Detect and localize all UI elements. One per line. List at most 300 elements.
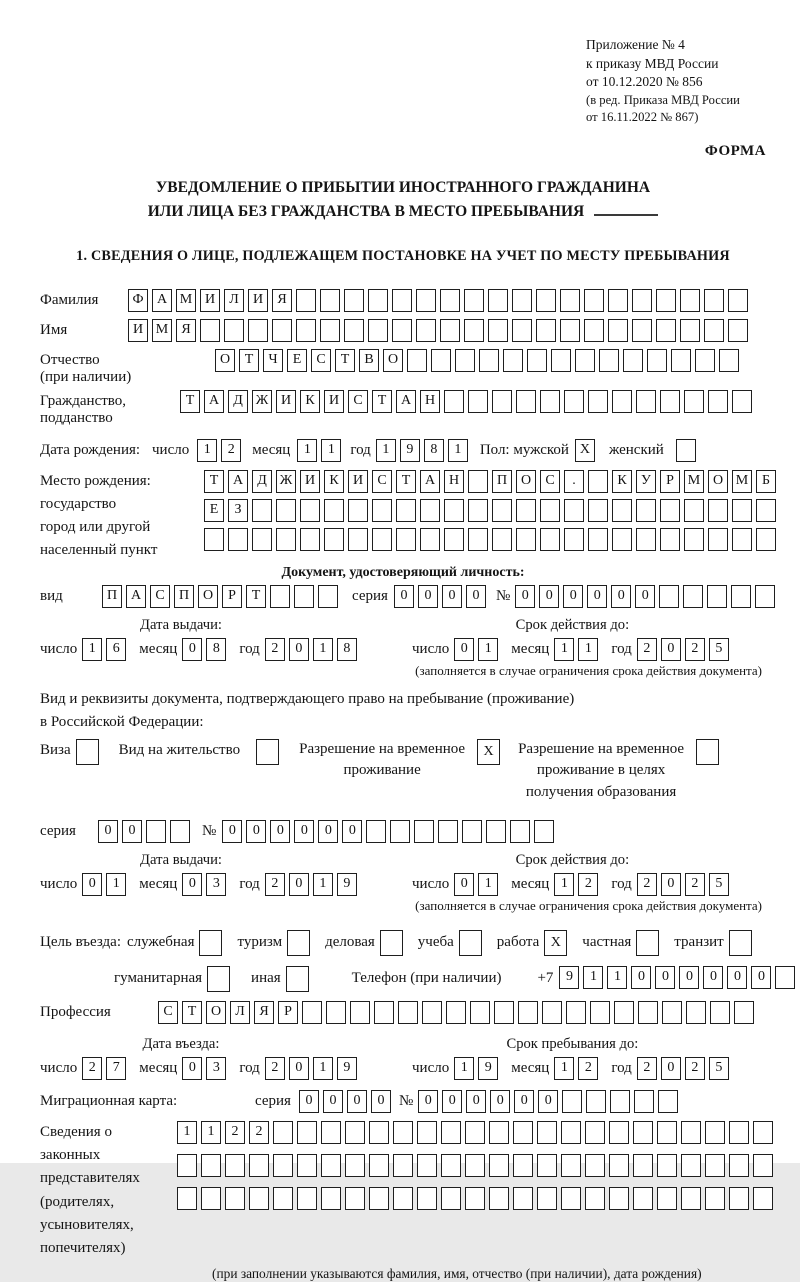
migration-number-boxes[interactable] [418, 1090, 682, 1113]
firstname-boxes[interactable] [128, 319, 752, 342]
char-cell[interactable]: Т [180, 390, 200, 413]
char-cell[interactable]: М [176, 289, 196, 312]
char-cell[interactable]: 0 [631, 966, 651, 989]
char-cell[interactable]: Т [239, 349, 259, 372]
char-cell[interactable]: 9 [400, 439, 420, 462]
char-cell[interactable] [177, 1187, 197, 1210]
profession-boxes[interactable] [158, 1001, 758, 1024]
char-cell[interactable]: 0 [82, 873, 102, 896]
char-cell[interactable] [369, 1187, 389, 1210]
char-cell[interactable] [300, 528, 320, 551]
char-cell[interactable] [417, 1154, 437, 1177]
char-cell[interactable] [396, 528, 416, 551]
char-cell[interactable]: 1 [376, 439, 396, 462]
char-cell[interactable] [492, 390, 512, 413]
char-cell[interactable]: И [300, 470, 320, 493]
residence-permit-checkbox[interactable] [256, 739, 283, 765]
char-cell[interactable] [270, 585, 290, 608]
char-cell[interactable] [464, 319, 484, 342]
char-cell[interactable] [320, 319, 340, 342]
char-cell[interactable]: 2 [578, 1057, 598, 1080]
char-cell[interactable]: П [174, 585, 194, 608]
char-cell[interactable] [479, 349, 499, 372]
char-cell[interactable] [551, 349, 571, 372]
char-cell[interactable] [560, 289, 580, 312]
char-cell[interactable]: У [636, 470, 656, 493]
char-cell[interactable] [540, 499, 560, 522]
char-cell[interactable] [416, 319, 436, 342]
char-cell[interactable]: И [324, 390, 344, 413]
char-cell[interactable]: Т [335, 349, 355, 372]
char-cell[interactable]: К [324, 470, 344, 493]
char-cell[interactable] [368, 319, 388, 342]
char-cell[interactable]: М [732, 470, 752, 493]
male-checkbox[interactable] [575, 439, 599, 462]
char-cell[interactable] [459, 930, 482, 956]
char-cell[interactable] [753, 1121, 773, 1144]
char-cell[interactable]: Н [420, 390, 440, 413]
char-cell[interactable]: Д [252, 470, 272, 493]
char-cell[interactable]: 0 [539, 585, 559, 608]
char-cell[interactable]: 0 [289, 873, 309, 896]
char-cell[interactable] [252, 528, 272, 551]
char-cell[interactable]: 0 [703, 966, 723, 989]
char-cell[interactable] [513, 1121, 533, 1144]
char-cell[interactable] [660, 499, 680, 522]
char-cell[interactable] [224, 319, 244, 342]
char-cell[interactable] [398, 1001, 418, 1024]
identity-issue-year[interactable] [265, 638, 361, 661]
char-cell[interactable]: П [102, 585, 122, 608]
char-cell[interactable] [659, 585, 679, 608]
char-cell[interactable] [441, 1121, 461, 1144]
char-cell[interactable]: 5 [709, 873, 729, 896]
char-cell[interactable]: 0 [727, 966, 747, 989]
purpose-business-checkbox[interactable] [380, 930, 407, 956]
char-cell[interactable]: Л [224, 289, 244, 312]
char-cell[interactable] [560, 319, 580, 342]
birth-month-boxes[interactable] [297, 439, 345, 462]
char-cell[interactable] [633, 1187, 653, 1210]
char-cell[interactable]: 5 [709, 1057, 729, 1080]
char-cell[interactable] [634, 1090, 654, 1113]
char-cell[interactable]: 6 [106, 638, 126, 661]
char-cell[interactable] [561, 1187, 581, 1210]
char-cell[interactable]: 1 [297, 439, 317, 462]
char-cell[interactable]: Т [204, 470, 224, 493]
char-cell[interactable] [586, 1090, 606, 1113]
char-cell[interactable] [632, 289, 652, 312]
char-cell[interactable]: 1 [454, 1057, 474, 1080]
char-cell[interactable] [76, 739, 99, 765]
char-cell[interactable] [609, 1121, 629, 1144]
char-cell[interactable]: 1 [578, 638, 598, 661]
identity-number-boxes[interactable] [515, 585, 779, 608]
char-cell[interactable] [710, 1001, 730, 1024]
birth-place-row-3[interactable] [204, 528, 780, 551]
char-cell[interactable] [417, 1187, 437, 1210]
char-cell[interactable] [201, 1154, 221, 1177]
char-cell[interactable] [204, 528, 224, 551]
char-cell[interactable]: 1 [313, 1057, 333, 1080]
char-cell[interactable] [732, 390, 752, 413]
char-cell[interactable]: 0 [661, 638, 681, 661]
char-cell[interactable]: Р [278, 1001, 298, 1024]
char-cell[interactable] [489, 1121, 509, 1144]
char-cell[interactable] [302, 1001, 322, 1024]
char-cell[interactable] [297, 1121, 317, 1144]
char-cell[interactable] [350, 1001, 370, 1024]
char-cell[interactable]: А [126, 585, 146, 608]
char-cell[interactable]: 0 [655, 966, 675, 989]
char-cell[interactable] [719, 349, 739, 372]
char-cell[interactable] [276, 528, 296, 551]
char-cell[interactable]: 0 [538, 1090, 558, 1113]
char-cell[interactable]: 2 [578, 873, 598, 896]
char-cell[interactable]: П [492, 470, 512, 493]
char-cell[interactable] [321, 1187, 341, 1210]
char-cell[interactable]: 0 [490, 1090, 510, 1113]
char-cell[interactable]: 8 [337, 638, 357, 661]
char-cell[interactable] [392, 319, 412, 342]
char-cell[interactable]: 0 [679, 966, 699, 989]
phone-boxes[interactable] [559, 966, 799, 989]
char-cell[interactable] [455, 349, 475, 372]
birth-place-row-1[interactable] [204, 470, 780, 493]
char-cell[interactable]: Я [176, 319, 196, 342]
stay-until-year[interactable] [637, 1057, 733, 1080]
char-cell[interactable]: 0 [289, 638, 309, 661]
char-cell[interactable] [564, 499, 584, 522]
char-cell[interactable]: 0 [294, 820, 314, 843]
char-cell[interactable]: 0 [418, 1090, 438, 1113]
char-cell[interactable]: 0 [182, 1057, 202, 1080]
char-cell[interactable] [633, 1154, 653, 1177]
char-cell[interactable] [417, 1121, 437, 1144]
char-cell[interactable] [494, 1001, 514, 1024]
char-cell[interactable]: 0 [299, 1090, 319, 1113]
char-cell[interactable]: М [684, 470, 704, 493]
char-cell[interactable]: 0 [563, 585, 583, 608]
char-cell[interactable]: 1 [82, 638, 102, 661]
char-cell[interactable] [468, 470, 488, 493]
char-cell[interactable] [393, 1187, 413, 1210]
char-cell[interactable]: 2 [637, 638, 657, 661]
char-cell[interactable] [632, 319, 652, 342]
char-cell[interactable] [324, 528, 344, 551]
char-cell[interactable]: Ж [276, 470, 296, 493]
char-cell[interactable] [584, 289, 604, 312]
patronymic-boxes[interactable] [215, 349, 743, 372]
char-cell[interactable] [297, 1154, 317, 1177]
char-cell[interactable] [695, 349, 715, 372]
char-cell[interactable] [636, 390, 656, 413]
identity-valid-year[interactable] [637, 638, 733, 661]
char-cell[interactable]: 5 [709, 638, 729, 661]
char-cell[interactable] [372, 528, 392, 551]
birth-place-row-2[interactable] [204, 499, 780, 522]
char-cell[interactable] [636, 528, 656, 551]
char-cell[interactable] [527, 349, 547, 372]
char-cell[interactable] [321, 1121, 341, 1144]
char-cell[interactable] [684, 499, 704, 522]
char-cell[interactable]: 0 [246, 820, 266, 843]
char-cell[interactable] [510, 820, 530, 843]
char-cell[interactable] [681, 1154, 701, 1177]
char-cell[interactable] [564, 528, 584, 551]
char-cell[interactable] [612, 528, 632, 551]
char-cell[interactable] [633, 1121, 653, 1144]
char-cell[interactable]: 0 [454, 638, 474, 661]
char-cell[interactable] [684, 390, 704, 413]
char-cell[interactable] [225, 1154, 245, 1177]
char-cell[interactable]: 2 [265, 638, 285, 661]
char-cell[interactable]: 0 [466, 585, 486, 608]
char-cell[interactable]: С [311, 349, 331, 372]
char-cell[interactable] [296, 289, 316, 312]
char-cell[interactable]: И [348, 470, 368, 493]
identity-valid-month[interactable] [554, 638, 602, 661]
char-cell[interactable]: 0 [515, 585, 535, 608]
char-cell[interactable]: Л [230, 1001, 250, 1024]
char-cell[interactable] [732, 528, 752, 551]
char-cell[interactable]: 0 [635, 585, 655, 608]
char-cell[interactable] [170, 820, 190, 843]
char-cell[interactable] [708, 390, 728, 413]
char-cell[interactable] [392, 289, 412, 312]
char-cell[interactable] [676, 439, 696, 462]
char-cell[interactable] [660, 528, 680, 551]
edu-residence-checkbox[interactable] [696, 739, 723, 765]
char-cell[interactable] [492, 528, 512, 551]
birth-day-boxes[interactable] [197, 439, 245, 462]
char-cell[interactable]: 0 [466, 1090, 486, 1113]
char-cell[interactable]: 0 [347, 1090, 367, 1113]
char-cell[interactable] [512, 319, 532, 342]
char-cell[interactable]: И [128, 319, 148, 342]
char-cell[interactable] [707, 585, 727, 608]
char-cell[interactable] [708, 528, 728, 551]
purpose-transit-checkbox[interactable] [729, 930, 756, 956]
char-cell[interactable] [200, 319, 220, 342]
char-cell[interactable]: К [612, 470, 632, 493]
char-cell[interactable] [704, 289, 724, 312]
char-cell[interactable]: 1 [321, 439, 341, 462]
char-cell[interactable] [536, 319, 556, 342]
char-cell[interactable] [286, 966, 309, 992]
char-cell[interactable] [584, 319, 604, 342]
char-cell[interactable] [537, 1121, 557, 1144]
char-cell[interactable]: Я [254, 1001, 274, 1024]
char-cell[interactable]: А [228, 470, 248, 493]
char-cell[interactable] [468, 499, 488, 522]
identity-issue-day[interactable] [82, 638, 130, 661]
char-cell[interactable]: X [477, 739, 500, 765]
char-cell[interactable]: А [152, 289, 172, 312]
char-cell[interactable]: 0 [182, 638, 202, 661]
char-cell[interactable] [755, 585, 775, 608]
char-cell[interactable] [486, 820, 506, 843]
char-cell[interactable] [273, 1121, 293, 1144]
stay-issue-day[interactable] [82, 873, 130, 896]
char-cell[interactable] [252, 499, 272, 522]
char-cell[interactable]: 0 [611, 585, 631, 608]
char-cell[interactable]: 0 [454, 873, 474, 896]
char-cell[interactable]: Д [228, 390, 248, 413]
char-cell[interactable] [344, 289, 364, 312]
char-cell[interactable] [657, 1187, 677, 1210]
purpose-private-checkbox[interactable] [636, 930, 663, 956]
char-cell[interactable] [489, 1154, 509, 1177]
char-cell[interactable] [440, 319, 460, 342]
char-cell[interactable] [588, 470, 608, 493]
migration-series-boxes[interactable] [299, 1090, 395, 1113]
stay-until-month[interactable] [554, 1057, 602, 1080]
char-cell[interactable] [585, 1121, 605, 1144]
char-cell[interactable]: Ч [263, 349, 283, 372]
char-cell[interactable]: З [228, 499, 248, 522]
char-cell[interactable]: И [276, 390, 296, 413]
char-cell[interactable] [681, 1121, 701, 1144]
char-cell[interactable] [348, 528, 368, 551]
temp-residence-checkbox[interactable] [477, 739, 504, 765]
char-cell[interactable]: 0 [323, 1090, 343, 1113]
char-cell[interactable] [696, 739, 719, 765]
char-cell[interactable] [287, 930, 310, 956]
entry-month[interactable] [182, 1057, 230, 1080]
char-cell[interactable] [276, 499, 296, 522]
char-cell[interactable] [441, 1154, 461, 1177]
char-cell[interactable]: 1 [197, 439, 217, 462]
char-cell[interactable] [297, 1187, 317, 1210]
char-cell[interactable] [320, 289, 340, 312]
char-cell[interactable] [542, 1001, 562, 1024]
char-cell[interactable]: Р [222, 585, 242, 608]
char-cell[interactable] [407, 349, 427, 372]
legal-row-1[interactable] [177, 1121, 777, 1144]
char-cell[interactable] [516, 499, 536, 522]
char-cell[interactable] [440, 289, 460, 312]
char-cell[interactable] [465, 1154, 485, 1177]
char-cell[interactable] [732, 499, 752, 522]
char-cell[interactable] [465, 1121, 485, 1144]
char-cell[interactable] [444, 499, 464, 522]
identity-type-boxes[interactable] [102, 585, 342, 608]
char-cell[interactable] [207, 966, 230, 992]
purpose-other-checkbox[interactable] [286, 966, 313, 992]
char-cell[interactable] [636, 930, 659, 956]
char-cell[interactable] [612, 499, 632, 522]
char-cell[interactable]: 2 [637, 873, 657, 896]
char-cell[interactable] [380, 930, 403, 956]
char-cell[interactable] [294, 585, 314, 608]
char-cell[interactable] [614, 1001, 634, 1024]
char-cell[interactable] [420, 499, 440, 522]
char-cell[interactable] [705, 1154, 725, 1177]
char-cell[interactable]: Ж [252, 390, 272, 413]
char-cell[interactable] [561, 1154, 581, 1177]
char-cell[interactable]: К [300, 390, 320, 413]
char-cell[interactable]: А [420, 470, 440, 493]
char-cell[interactable] [512, 289, 532, 312]
char-cell[interactable]: И [200, 289, 220, 312]
char-cell[interactable]: И [248, 289, 268, 312]
char-cell[interactable] [728, 319, 748, 342]
char-cell[interactable] [562, 1090, 582, 1113]
purpose-study-checkbox[interactable] [459, 930, 486, 956]
char-cell[interactable]: 9 [337, 873, 357, 896]
char-cell[interactable] [296, 319, 316, 342]
char-cell[interactable] [657, 1154, 677, 1177]
char-cell[interactable] [326, 1001, 346, 1024]
char-cell[interactable]: О [383, 349, 403, 372]
identity-issue-month[interactable] [182, 638, 230, 661]
birth-year-boxes[interactable] [376, 439, 472, 462]
char-cell[interactable] [588, 499, 608, 522]
purpose-official-checkbox[interactable] [199, 930, 226, 956]
char-cell[interactable]: 0 [318, 820, 338, 843]
char-cell[interactable] [318, 585, 338, 608]
char-cell[interactable] [369, 1154, 389, 1177]
stay-series-boxes[interactable] [98, 820, 194, 843]
char-cell[interactable] [465, 1187, 485, 1210]
char-cell[interactable]: О [206, 1001, 226, 1024]
char-cell[interactable] [489, 1187, 509, 1210]
char-cell[interactable] [537, 1154, 557, 1177]
char-cell[interactable] [731, 585, 751, 608]
char-cell[interactable] [612, 390, 632, 413]
char-cell[interactable] [249, 1154, 269, 1177]
entry-day[interactable] [82, 1057, 130, 1080]
char-cell[interactable]: 1 [177, 1121, 197, 1144]
char-cell[interactable] [564, 390, 584, 413]
char-cell[interactable]: 1 [478, 638, 498, 661]
char-cell[interactable]: С [372, 470, 392, 493]
char-cell[interactable] [492, 499, 512, 522]
char-cell[interactable] [575, 349, 595, 372]
char-cell[interactable]: 2 [82, 1057, 102, 1080]
female-checkbox[interactable] [676, 439, 700, 462]
char-cell[interactable]: Е [204, 499, 224, 522]
char-cell[interactable] [516, 528, 536, 551]
stay-number-boxes[interactable] [222, 820, 558, 843]
char-cell[interactable] [366, 820, 386, 843]
char-cell[interactable] [680, 289, 700, 312]
char-cell[interactable]: Т [372, 390, 392, 413]
entry-year[interactable] [265, 1057, 361, 1080]
surname-boxes[interactable] [128, 289, 752, 312]
char-cell[interactable] [540, 390, 560, 413]
char-cell[interactable]: Р [660, 470, 680, 493]
char-cell[interactable] [462, 820, 482, 843]
char-cell[interactable]: 0 [442, 1090, 462, 1113]
char-cell[interactable]: Т [246, 585, 266, 608]
stay-valid-month[interactable] [554, 873, 602, 896]
char-cell[interactable] [775, 966, 795, 989]
char-cell[interactable]: Н [444, 470, 464, 493]
char-cell[interactable] [681, 1187, 701, 1210]
char-cell[interactable]: 1 [554, 638, 574, 661]
char-cell[interactable]: 0 [122, 820, 142, 843]
char-cell[interactable] [368, 289, 388, 312]
char-cell[interactable]: 2 [637, 1057, 657, 1080]
char-cell[interactable]: 1 [448, 439, 468, 462]
char-cell[interactable]: 1 [201, 1121, 221, 1144]
char-cell[interactable] [503, 349, 523, 372]
char-cell[interactable]: 1 [554, 1057, 574, 1080]
char-cell[interactable] [588, 390, 608, 413]
char-cell[interactable] [728, 289, 748, 312]
